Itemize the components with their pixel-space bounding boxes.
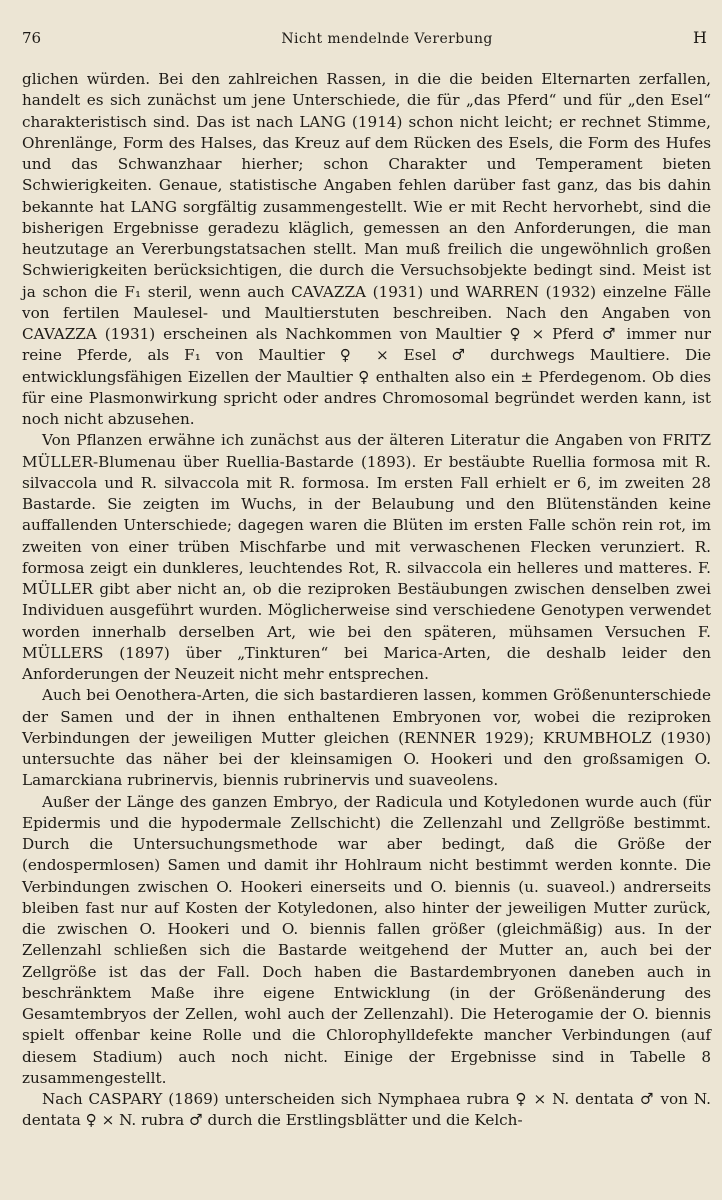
page-header — [22, 28, 711, 47]
page-number: 76 — [22, 29, 42, 47]
paragraph: Von Pflanzen erwähne ich zunächst aus der älteren Literatur die Angaben von FRITZ MÜLLER-Blumenau über Ruellia-Bastarde (1893). Er bestäubte Ruellia formosa mit R. silvaccola und R. silvaccola mit R. formosa. Im ersten Fall erhielt er 6, im zweiten 28 Bastarde. Sie zeigten im Wuchs, in der Belaubung und den Blütenständen keine auffallenden Unterschiede; dagegen waren die Blüten im ersten Falle schön rein rot, im zweiten von einer trüben Mischfarbe und mit verwaschenen Flecken verunziert. R. formosa zeigt ein dunkleres, leuchtendes Rot, R. silvaccola ein helleres und matteres. F. MÜLLER gibt aber nicht an, ob die reziproken Bestäubungen zwischen denselben zwei Individuen ausgeführt wurden. Möglicherweise sind verschiedene Genotypen verwendet worden innerhalb derselben Art, wie bei den späteren, mühsamen Versuchen F. MÜLLERS (1897) über „Tinkturen“ bei Marica-Arten, die deshalb leider den Anforderungen der Neuzeit nicht mehr entsprechen. — [22, 431, 711, 683]
paragraph: Auch bei Oenothera-Arten, die sich bastardieren lassen, kommen Größenunterschiede der Samen und der in ihnen enthaltenen Embryonen vor, wobei die reziproken Verbindungen der jeweiligen Mutter gleichen (RENNER 1929); KRUMBHOLZ (1930) untersuchte das näher bei der kleinsamigen O. Hookeri und den großsamigen O. Lamarckiana rubrinervis, biennis rubrinervis und suaveolens. — [22, 686, 711, 790]
running-title: Nicht mendelnde Vererbung — [281, 31, 493, 47]
section-marker: H — [693, 28, 707, 47]
paragraph: glichen würden. Bei den zahlreichen Rassen, in die die beiden Elternarten zerfallen, handelt es sich zunächst um jene Unterschiede, die für „das Pferd“ und für „den Esel“ charakteristisch sind. Das ist nach LANG (1914) schon nicht leicht; er rechnet Stimme, Ohrenlänge, Form des Halses, das Kreuz auf dem Rücken des Esels, die Form des Hufes und das Schwanzhaar hierher; schon Charakter und Temperament bieten Schwierigkeiten. Genaue, statistische Angaben fehlen darüber fast ganz, das bis dahin bekannte hat LANG sorgfältig zusammengestellt. Wie er mit Recht hervorhebt, sind die bisherigen Ergebnisse geradezu kläglich, gemessen an den Anforderungen, die man heutzutage an Vererbungstatsachen stellt. Man muß freilich die ungewöhnlich großen Schwierigkeiten berücksichtigen, die durch die Versuchsobjekte bedingt sind. Meist ist ja schon die F₁ steril, wenn auch CAVAZZA (1931) und WARREN (1932) einzelne Fälle von fertilen Maulesel- und Maultierstuten beschreiben. Nach den Angaben von CAVAZZA (1931) erscheinen als Nachkommen von Maultier ♀ × Pferd ♂ immer nur reine Pferde, als F₁ von Maultier ♀ × Esel ♂ durchwegs Maultiere. Die entwicklungsfähigen Eizellen der Maultier ♀ enthalten also ein ± Pferdegenom. Ob dies für eine Plasmonwirkung spricht oder andres Chromosomal begründet werden kann, ist noch nicht abzusehen. — [22, 70, 711, 428]
paragraph: Nach CASPARY (1869) unterscheiden sich Nymphaea rubra ♀ × N. dentata ♂ von N. dentata ♀ × N. rubra ♂ durch die Erstlingsblätter und die Kelch- — [22, 1090, 711, 1130]
paragraph: Außer der Länge des ganzen Embryo, der Radicula und Kotyledonen wurde auch (für Epidermis und die hypodermale Zellschicht) die Zellenzahl und Zellgröße bestimmt. Durch die Untersuchungsmethode war aber bedingt, daß die Größe der (endospermlosen) Samen und damit ihr Hohlraum nicht bestimmt werden konnte. Die Verbindungen zwischen O. Hookeri einerseits und O. biennis (u. suaveol.) andrerseits bleiben fast nur auf Kosten der Kotyledonen, also hinter der jeweiligen Mutter zurück, die zwischen O. Hookeri und O. biennis fallen größer (gleichmäßig) aus. In der Zellenzahl schließen sich die Bastarde weitgehend der Mutter an, auch bei der Zellgröße ist das der Fall. Doch haben die Bastardembryonen daneben auch in beschränktem Maße ihre eigene Entwicklung (in der Größenänderung des Gesamtembryos der Zellen, wohl auch der Zellenzahl). Die Heterogamie der O. biennis spielt offenbar keine Rolle und die Chlorophylldefekte mancher Verbindungen (auf diesem Stadium) auch noch nicht. Einige der Ergebnisse sind in Tabelle 8 zusammengestellt. — [22, 792, 711, 1087]
body-text — [22, 69, 711, 1132]
